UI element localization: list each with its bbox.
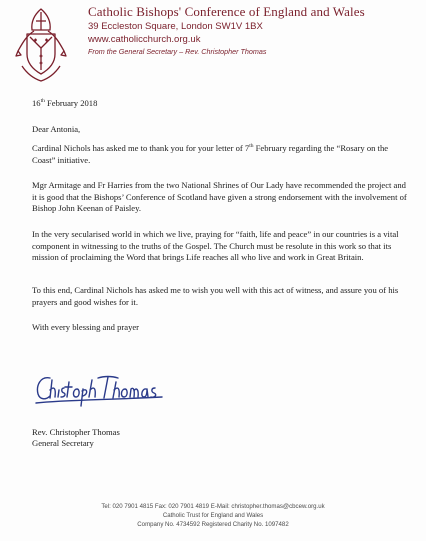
paragraph-1-part-a: Cardinal Nichols has asked me to thank you for your letter of 7 bbox=[32, 143, 250, 153]
paragraph-1 bbox=[32, 143, 408, 166]
signatory-title: General Secretary bbox=[32, 438, 94, 448]
crest-icon bbox=[12, 6, 70, 84]
date-suffix: th bbox=[40, 98, 45, 105]
paragraph-2: Mgr Armitage and Fr Harries from the two National Shrines of Our Lady have recommended the project and it is good that the Bishops’ Conference of Scotland have given a strong endorsement with the involvement of Bishop John Keenan of Paisley. bbox=[32, 180, 407, 214]
organisation-website: www.catholicchurch.org.uk bbox=[88, 34, 201, 45]
paragraph-3: In the very secularised world in which we live, praying for “faith, life and peace” in our countries is a vital component in witnessing to the truths of the Gospel. The Church must be resolute in this work so that its mission of proclaiming the Word that brings Life reaches all who live and work in Great Britain. bbox=[32, 229, 399, 263]
date-month-year: February 2018 bbox=[44, 98, 98, 108]
paragraph-4: To this end, Cardinal Nichols has asked me to wish you well with this act of witness, and assure you of his prayers and good wishes for it. bbox=[32, 285, 399, 307]
letter-date bbox=[32, 98, 97, 110]
signatory-name: Rev. Christopher Thomas bbox=[32, 427, 120, 437]
letterhead bbox=[88, 4, 424, 57]
footer-contact: Tel: 020 7901 4815 Fax: 020 7901 4819 E-Mail: christopher.thomas@cbcew.org.uk bbox=[101, 503, 325, 510]
date-day: 16 bbox=[32, 98, 41, 108]
organisation-name: Catholic Bishops' Conference of England and Wales bbox=[88, 4, 365, 19]
paragraph-1-part-b: February regarding the “Rosary on the Coast” initiative. bbox=[32, 143, 389, 165]
footer-registration: Company No. 4734592 Registered Charity No. 1097482 bbox=[137, 521, 289, 528]
handwritten-signature bbox=[34, 370, 170, 410]
paragraph-1-superscript: th bbox=[249, 143, 254, 150]
organisation-address: 39 Eccleston Square, London SW1V 1BX bbox=[88, 21, 263, 32]
footer-trust: Catholic Trust for England and Wales bbox=[162, 512, 264, 519]
closing-line: With every blessing and prayer bbox=[32, 322, 140, 332]
from-line: From the General Secretary – Rev. Christopher Thomas bbox=[88, 47, 267, 56]
greeting: Dear Antonia, bbox=[32, 124, 81, 134]
